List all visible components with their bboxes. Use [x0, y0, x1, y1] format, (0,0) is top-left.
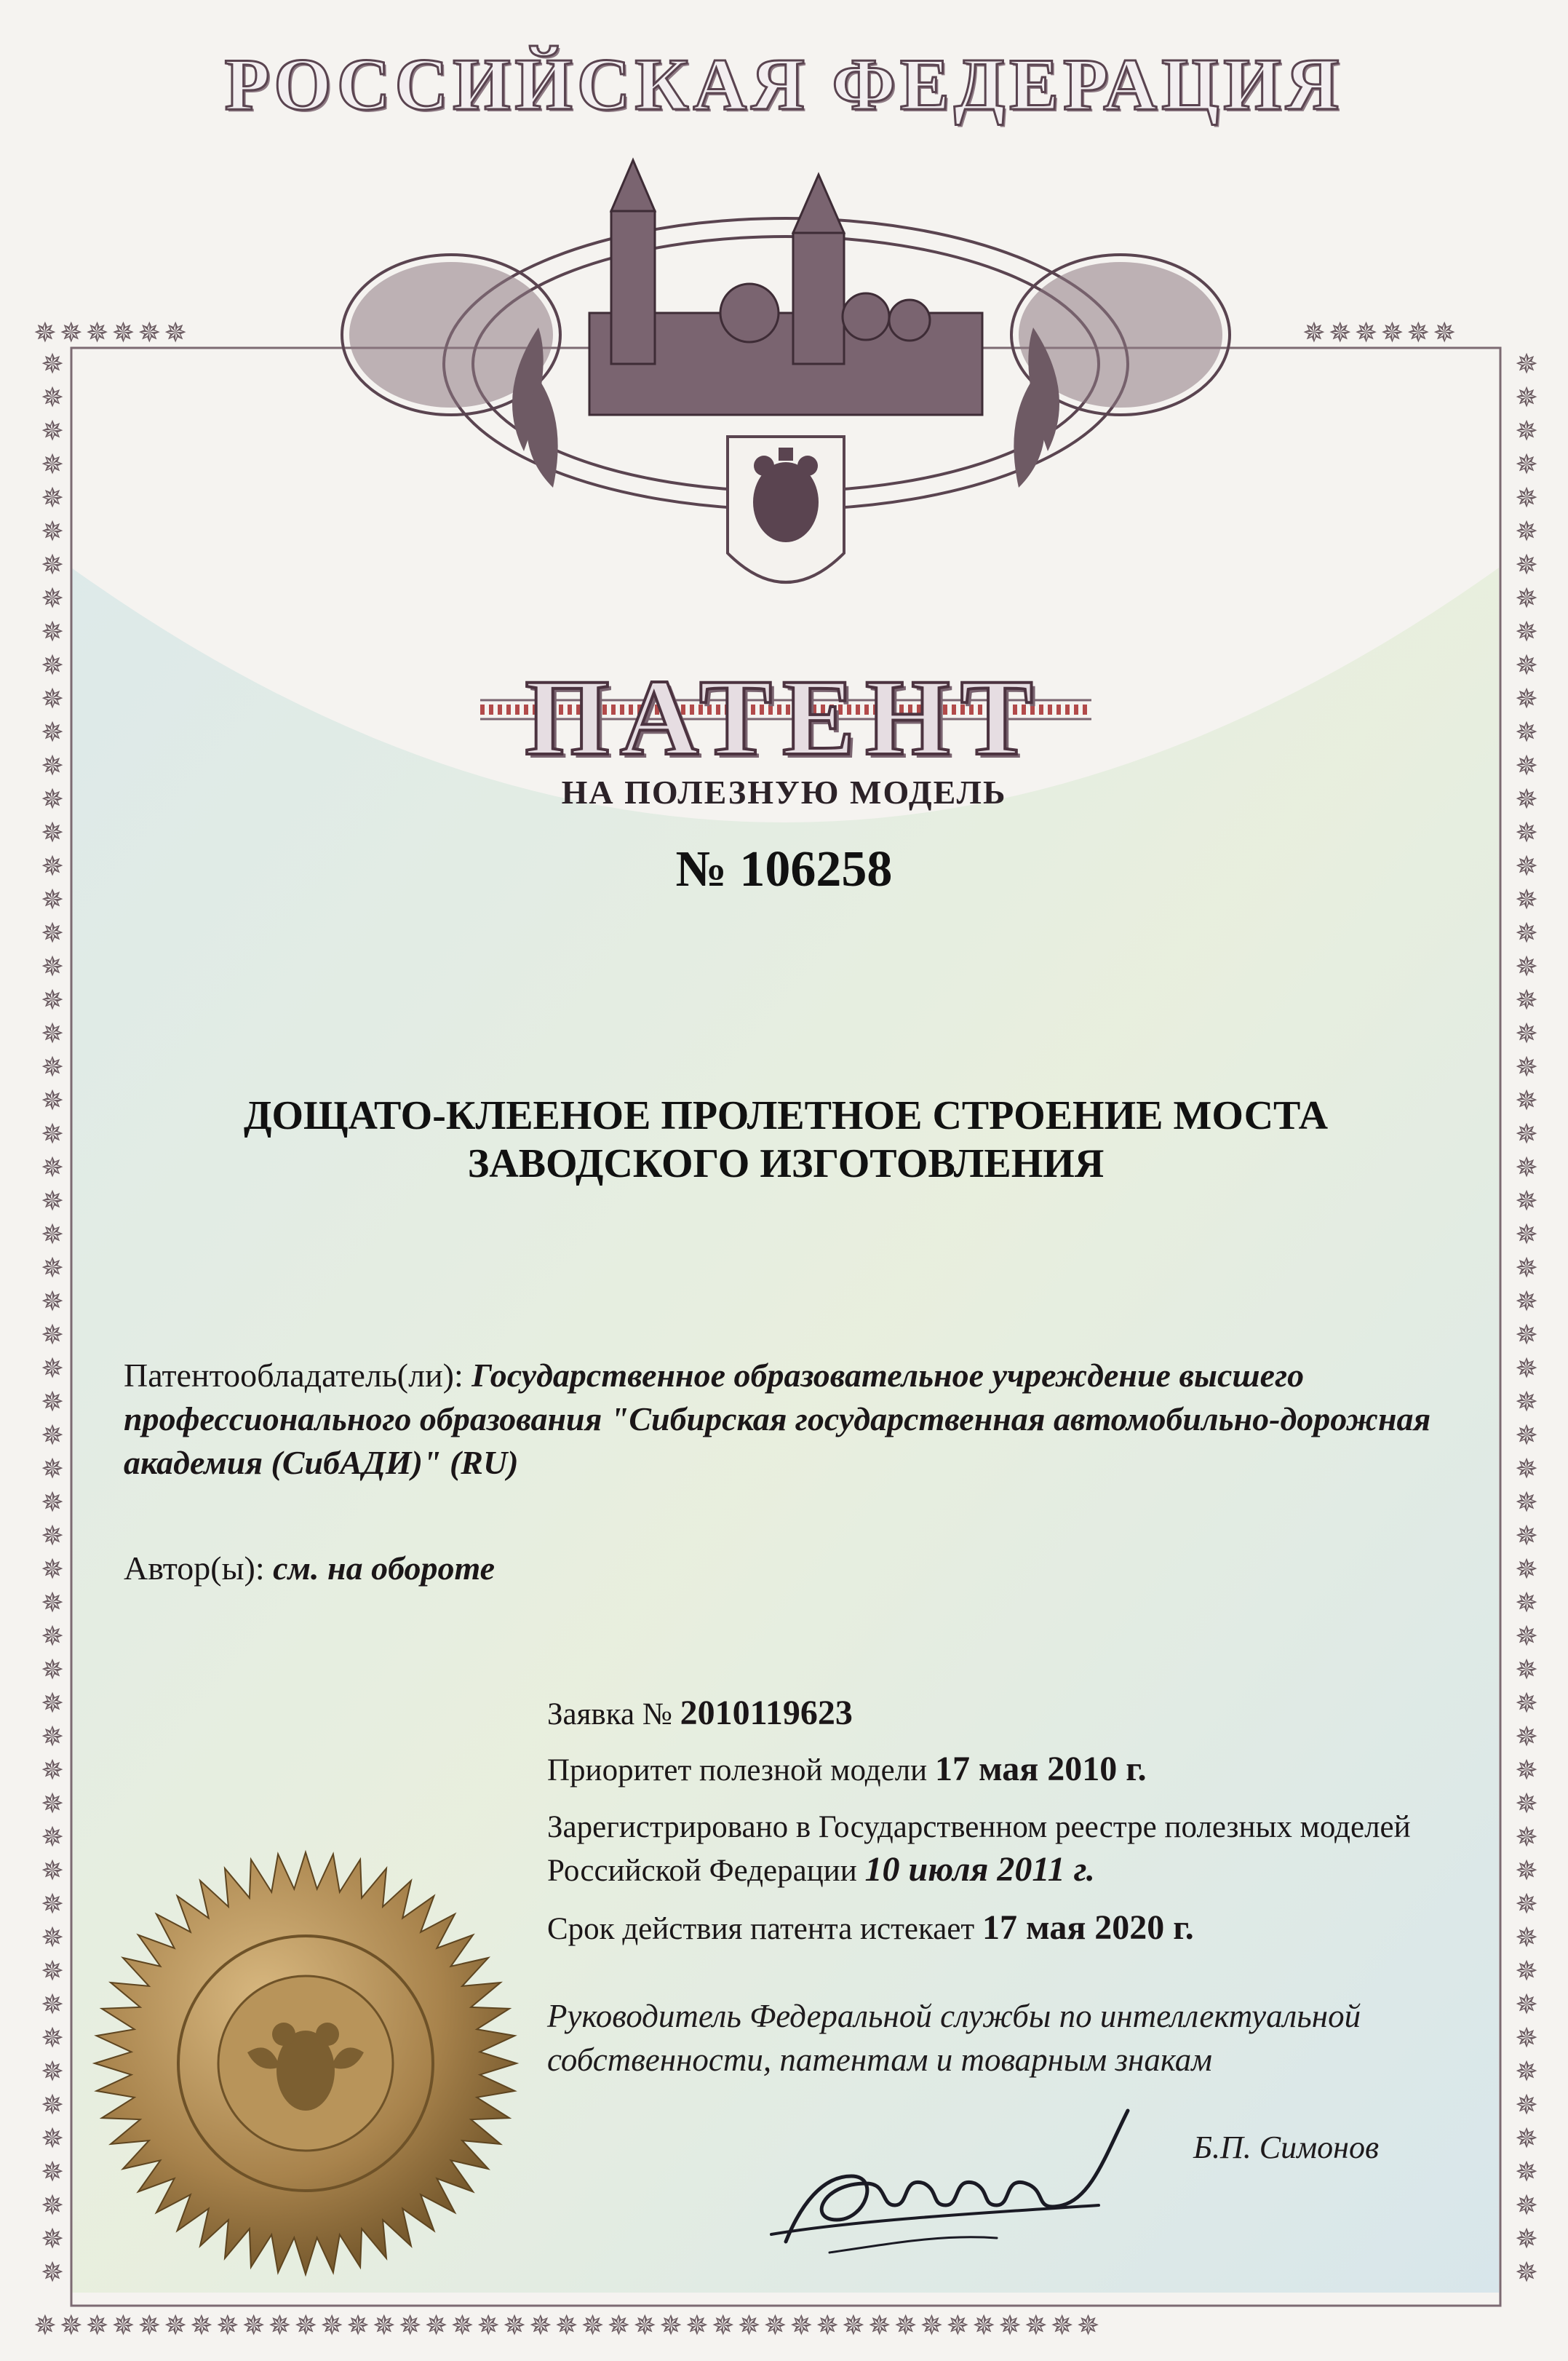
- invention-title-line2: ЗАВОДСКОГО ИЗГОТОВЛЕНИЯ: [467, 1141, 1105, 1186]
- border-bottom: ✵✵✵✵✵✵✵✵✵✵✵✵✵✵✵✵✵✵✵✵✵✵✵✵✵✵✵✵✵✵✵✵✵✵✵✵✵✵✵✵✵: [33, 2311, 1103, 2341]
- authors: [124, 1547, 1433, 1590]
- official-title: Руководитель Федеральной службы по интеллектуальной собственности, патентам и товарным знакам: [547, 1998, 1361, 2078]
- priority-label: Приоритет полезной модели: [547, 1753, 935, 1787]
- holder-value: Государственное образовательное учреждение высшего профессионального образования "Сибирская государственная автомобильно-дорожная академия (СибАДИ)" (RU): [124, 1357, 1431, 1481]
- country-title: РОССИЙСКАЯ ФЕДЕРАЦИЯ: [224, 44, 1344, 126]
- registration-date: [547, 1806, 1449, 1892]
- patent-number: № 106258: [675, 841, 893, 897]
- application-label: Заявка №: [547, 1697, 680, 1731]
- holder-label: Патентообладатель(ли):: [124, 1357, 472, 1394]
- official-name: Б.П. Симонов: [1193, 2130, 1380, 2165]
- expiry-value: 17 мая 2020 г.: [982, 1908, 1194, 1947]
- border-top-right: ✵✵✵✵✵✵: [1302, 318, 1460, 349]
- document-subtitle: НА ПОЛЕЗНУЮ МОДЕЛЬ: [561, 774, 1007, 811]
- gold-seal: [91, 1849, 520, 2278]
- expiry-date: [547, 1907, 1194, 1951]
- priority-value: 17 мая 2010 г.: [934, 1750, 1147, 1788]
- invention-title-line1: ДОЩАТО-КЛЕЕНОЕ ПРОЛЕТНОЕ СТРОЕНИЕ МОСТА: [243, 1093, 1329, 1138]
- border-left: ✵ ✵ ✵ ✵ ✵ ✵ ✵ ✵ ✵ ✵ ✵ ✵ ✵ ✵ ✵ ✵ ✵ ✵ ✵ ✵ ✵ ✵ ✵ ✵ ✵ ✵ ✵ ✵ ✵ ✵ ✵ ✵ ✵ ✵ ✵ ✵ ✵ ✵ ✵ ✵ ✵ ✵ ✵ ✵ ✵ ✵ ✵ ✵ ✵ ✵ ✵ ✵ ✵ ✵ ✵ ✵ ✵ ✵: [41, 349, 64, 2288]
- expiry-label: Срок действия патента истекает: [547, 1912, 982, 1946]
- border-right: ✵ ✵ ✵ ✵ ✵ ✵ ✵ ✵ ✵ ✵ ✵ ✵ ✵ ✵ ✵ ✵ ✵ ✵ ✵ ✵ ✵ ✵ ✵ ✵ ✵ ✵ ✵ ✵ ✵ ✵ ✵ ✵ ✵ ✵ ✵ ✵ ✵ ✵ ✵ ✵ ✵ ✵ ✵ ✵ ✵ ✵ ✵ ✵ ✵ ✵ ✵ ✵ ✵ ✵ ✵ ✵ ✵ ✵: [1515, 349, 1538, 2288]
- border-pattern: ✵: [33, 318, 60, 349]
- invention-title: [109, 1092, 1462, 1188]
- signature: [757, 2096, 1164, 2263]
- registered-label: Зарегистрировано в Государственном реестре полезных моделей Российской Федерации: [547, 1810, 1411, 1888]
- application-value: 2010119623: [680, 1694, 853, 1732]
- border-top-left: ✵✵✵✵✵✵: [33, 318, 191, 349]
- document-type: ПАТЕНТ: [525, 657, 1043, 778]
- kremlin-wreath-emblem: [298, 146, 1273, 626]
- priority-date: [547, 1748, 1147, 1792]
- application-number: [547, 1692, 853, 1736]
- authors-label: Автор(ы):: [124, 1549, 274, 1587]
- authors-value: см. на обороте: [273, 1549, 496, 1587]
- patent-holder: [124, 1354, 1433, 1485]
- registered-value: 10 июля 2011 г.: [864, 1850, 1095, 1889]
